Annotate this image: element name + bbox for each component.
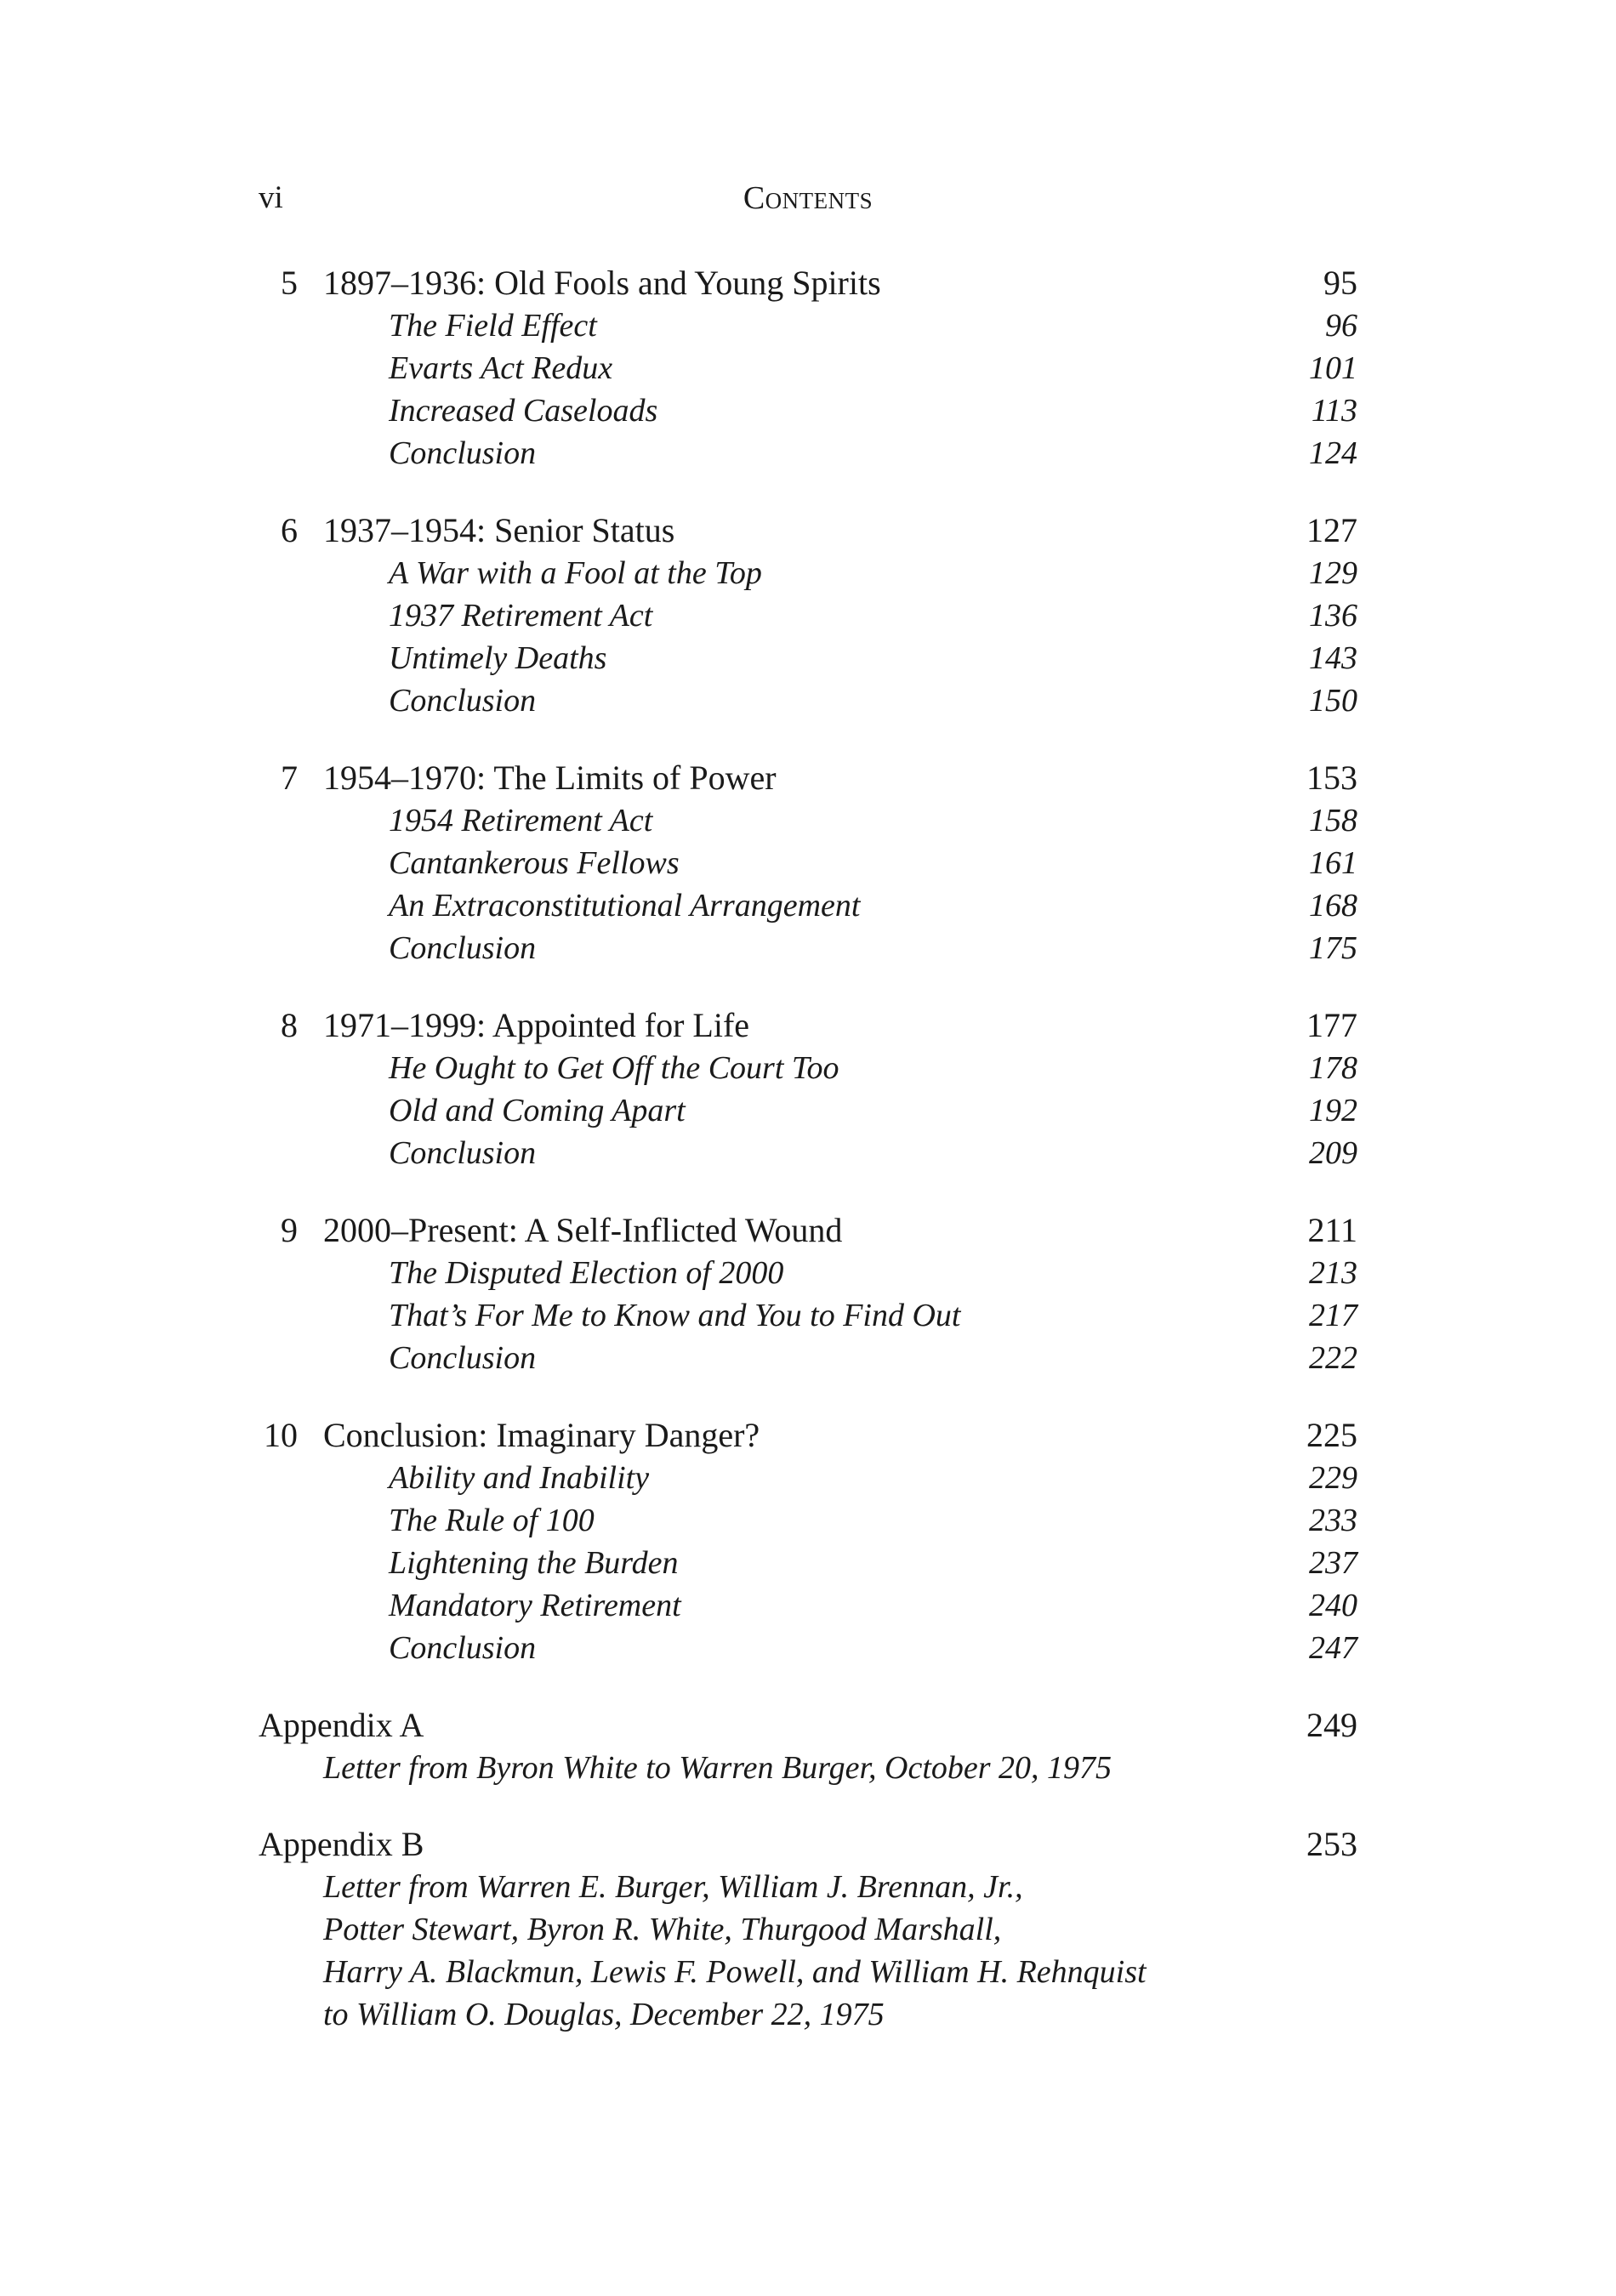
section-title: Conclusion bbox=[389, 1630, 537, 1666]
section-entry[interactable] bbox=[255, 1132, 1357, 1174]
section-title: Cantankerous Fellows bbox=[389, 845, 680, 881]
page-number: 175 bbox=[1309, 930, 1357, 966]
section-title: Mandatory Retirement bbox=[389, 1588, 681, 1623]
section-title: Conclusion bbox=[389, 435, 537, 471]
section-entry[interactable] bbox=[255, 842, 1357, 884]
page-number: 247 bbox=[1309, 1630, 1357, 1666]
section-entry[interactable] bbox=[255, 1252, 1357, 1294]
section-title: Conclusion bbox=[389, 1135, 537, 1171]
page-number: 161 bbox=[1309, 845, 1357, 881]
section-title: The Disputed Election of 2000 bbox=[389, 1255, 784, 1291]
page-number: 150 bbox=[1309, 683, 1357, 719]
section-title: Conclusion bbox=[389, 683, 537, 719]
page-header bbox=[259, 177, 1357, 219]
section-title: He Ought to Get Off the Court Too bbox=[389, 1050, 839, 1086]
page-number: 192 bbox=[1309, 1093, 1357, 1128]
chapter-title: 1897–1936: Old Fools and Young Spirits bbox=[323, 264, 881, 302]
section-entry[interactable] bbox=[255, 637, 1357, 679]
page-number: 178 bbox=[1309, 1050, 1357, 1086]
chapter-number: 5 bbox=[281, 264, 298, 302]
appendix-description-line: Letter from Warren E. Burger, William J. Brennan, Jr., bbox=[323, 1869, 1023, 1905]
section-title: 1937 Retirement Act bbox=[389, 598, 653, 634]
section-entry[interactable] bbox=[255, 432, 1357, 475]
chapter-entry[interactable] bbox=[255, 757, 1357, 799]
page-number: 213 bbox=[1309, 1255, 1357, 1291]
appendix-entry[interactable] bbox=[255, 1704, 1357, 1747]
page-number: 209 bbox=[1309, 1135, 1357, 1171]
page-number: 237 bbox=[1309, 1545, 1357, 1581]
appendix-description-line: Letter from Byron White to Warren Burger, October 20, 1975 bbox=[323, 1750, 1112, 1786]
section-entry[interactable] bbox=[255, 1627, 1357, 1669]
section-title: Ability and Inability bbox=[389, 1460, 650, 1496]
section-entry[interactable] bbox=[255, 1294, 1357, 1337]
chapter-entry[interactable] bbox=[255, 509, 1357, 552]
page-number: 253 bbox=[1306, 1825, 1357, 1863]
section-title: That’s For Me to Know and You to Find Out bbox=[389, 1298, 961, 1333]
chapter-entry[interactable] bbox=[255, 1209, 1357, 1252]
page-number: 124 bbox=[1309, 435, 1357, 471]
section-entry[interactable] bbox=[255, 347, 1357, 389]
appendix-title: Appendix A bbox=[259, 1706, 424, 1744]
appendix-b bbox=[255, 1823, 1357, 2036]
chapter-8 bbox=[255, 1004, 1357, 1174]
section-title: The Rule of 100 bbox=[389, 1503, 595, 1538]
chapter-number: 6 bbox=[281, 511, 298, 549]
chapter-number: 10 bbox=[264, 1416, 298, 1454]
section-title: The Field Effect bbox=[389, 308, 597, 344]
page-number: 158 bbox=[1309, 803, 1357, 838]
section-entry[interactable] bbox=[255, 1542, 1357, 1584]
section-title: 1954 Retirement Act bbox=[389, 803, 653, 838]
page-number: 233 bbox=[1309, 1503, 1357, 1538]
page-number: 225 bbox=[1306, 1416, 1357, 1454]
section-entry[interactable] bbox=[255, 594, 1357, 637]
section-title: An Extraconstitutional Arrangement bbox=[389, 888, 861, 924]
page-number: 95 bbox=[1323, 264, 1357, 302]
page-number: 240 bbox=[1309, 1588, 1357, 1623]
page-number: 229 bbox=[1309, 1460, 1357, 1496]
page-number: 101 bbox=[1309, 350, 1357, 386]
chapter-9 bbox=[255, 1209, 1357, 1379]
appendix-a bbox=[255, 1704, 1357, 1789]
appendix-entry[interactable] bbox=[255, 1823, 1357, 1866]
chapter-entry[interactable] bbox=[255, 1004, 1357, 1047]
section-title: Increased Caseloads bbox=[389, 393, 658, 429]
page-folio: vi bbox=[259, 180, 283, 215]
page-number: 222 bbox=[1309, 1340, 1357, 1376]
section-entry[interactable] bbox=[255, 552, 1357, 594]
section-entry[interactable] bbox=[255, 1457, 1357, 1499]
section-title: Conclusion bbox=[389, 930, 537, 966]
chapter-title: 1937–1954: Senior Status bbox=[323, 511, 675, 549]
chapter-entry[interactable] bbox=[255, 1414, 1357, 1457]
page-number: 136 bbox=[1309, 598, 1357, 634]
section-title: Untimely Deaths bbox=[389, 640, 607, 676]
page-number: 177 bbox=[1306, 1006, 1357, 1044]
chapter-title: 1954–1970: The Limits of Power bbox=[323, 759, 777, 797]
section-title: Evarts Act Redux bbox=[389, 350, 613, 386]
chapter-title: 1971–1999: Appointed for Life bbox=[323, 1006, 750, 1044]
page-number: 127 bbox=[1306, 511, 1357, 549]
appendix-description-line: to William O. Douglas, December 22, 1975 bbox=[323, 1997, 885, 2032]
page-number: 96 bbox=[1325, 308, 1357, 344]
section-entry[interactable] bbox=[255, 1089, 1357, 1132]
chapter-title: Conclusion: Imaginary Danger? bbox=[323, 1416, 760, 1454]
page-number: 153 bbox=[1306, 759, 1357, 797]
appendix-description-line: Harry A. Blackmun, Lewis F. Powell, and William H. Rehnquist bbox=[323, 1954, 1147, 1990]
section-entry[interactable] bbox=[255, 389, 1357, 432]
chapter-6 bbox=[255, 509, 1357, 722]
section-entry[interactable] bbox=[255, 1584, 1357, 1627]
chapter-number: 8 bbox=[281, 1006, 298, 1044]
page-number: 211 bbox=[1307, 1211, 1357, 1249]
page-number: 249 bbox=[1306, 1706, 1357, 1744]
section-entry[interactable] bbox=[255, 1047, 1357, 1089]
section-entry[interactable] bbox=[255, 679, 1357, 722]
section-entry[interactable] bbox=[255, 884, 1357, 927]
section-title: Lightening the Burden bbox=[389, 1545, 679, 1581]
section-title: Old and Coming Apart bbox=[389, 1093, 686, 1128]
appendix-title: Appendix B bbox=[259, 1825, 424, 1863]
section-entry[interactable] bbox=[255, 1499, 1357, 1542]
section-title: A War with a Fool at the Top bbox=[389, 555, 762, 591]
chapter-number: 9 bbox=[281, 1211, 298, 1249]
page-number: 113 bbox=[1311, 393, 1357, 429]
chapter-number: 7 bbox=[281, 759, 298, 797]
page-number: 217 bbox=[1309, 1298, 1357, 1333]
chapter-10 bbox=[255, 1414, 1357, 1669]
table-of-contents bbox=[255, 262, 1357, 2070]
section-entry[interactable] bbox=[255, 799, 1357, 842]
running-head: Contents bbox=[743, 180, 873, 216]
section-title: Conclusion bbox=[389, 1340, 537, 1376]
page-number: 129 bbox=[1309, 555, 1357, 591]
section-entry[interactable] bbox=[255, 927, 1357, 969]
chapter-5 bbox=[255, 262, 1357, 475]
appendix-description-line: Potter Stewart, Byron R. White, Thurgood Marshall, bbox=[323, 1912, 1002, 1947]
page-number: 143 bbox=[1309, 640, 1357, 676]
chapter-title: 2000–Present: A Self-Inflicted Wound bbox=[323, 1211, 843, 1249]
section-entry[interactable] bbox=[255, 304, 1357, 347]
page-number: 168 bbox=[1309, 888, 1357, 924]
chapter-7 bbox=[255, 757, 1357, 969]
chapter-entry[interactable] bbox=[255, 262, 1357, 304]
section-entry[interactable] bbox=[255, 1337, 1357, 1379]
